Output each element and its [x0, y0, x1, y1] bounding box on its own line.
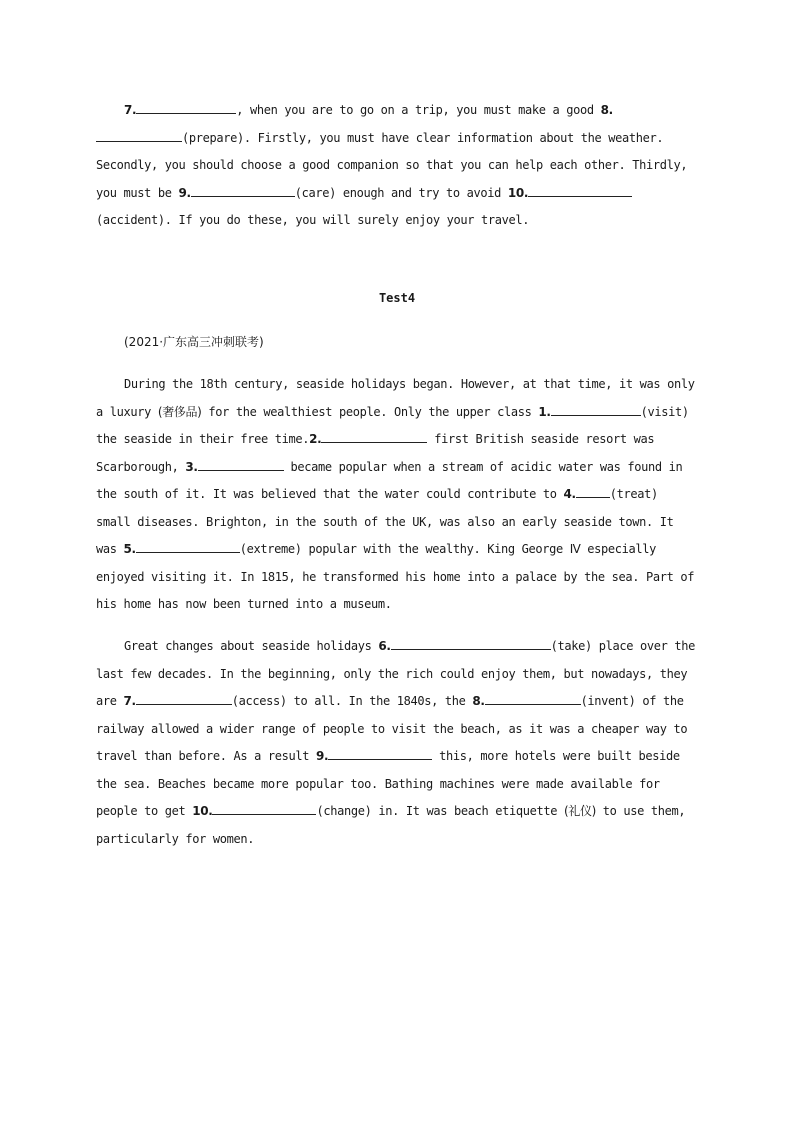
passage-part1: [96, 97, 698, 235]
blank-number-4: 4.: [563, 487, 576, 501]
blank-number-2: 2.: [309, 432, 322, 446]
text-segment: (accident). If you do these, you will surely enjoy your travel.: [96, 213, 530, 227]
blank-number-8: 8.: [600, 103, 613, 117]
answer-blank-5[interactable]: [136, 540, 240, 553]
blank-number-7: 7.: [124, 103, 137, 117]
answer-blank-3[interactable]: [198, 458, 284, 471]
text-segment: (change) in. It was beach etiquette: [316, 804, 564, 818]
gloss-luxury: (奢侈品): [157, 404, 202, 419]
blank-number-9: 9.: [178, 185, 191, 200]
text-segment: (care) enough and try to avoid: [294, 185, 508, 200]
answer-blank-8[interactable]: [96, 129, 182, 142]
answer-blank-7[interactable]: [136, 101, 236, 114]
answer-blank-9[interactable]: [191, 184, 295, 197]
text-segment: this, more hotels were built beside the sea. Beaches became more popular too. Bathing machines were made available for people to get: [96, 749, 680, 818]
answer-blank-1[interactable]: [551, 403, 641, 416]
text-segment: became popular when a stream of acidic water was found in the south of it. It was believed that the water could contribute to: [96, 459, 683, 501]
answer-blank-7b[interactable]: [136, 692, 232, 705]
answer-blank-10b[interactable]: [212, 802, 316, 815]
answer-blank-8b[interactable]: [485, 692, 581, 705]
text-segment: for the wealthiest people. Only the upper class: [201, 404, 539, 419]
source-note: (2021·广东高三冲刺联考): [124, 335, 264, 349]
answer-blank-4[interactable]: [576, 485, 610, 498]
answer-blank-9b[interactable]: [328, 747, 432, 760]
text-segment: (access) to all. In the 1840s, the: [231, 694, 473, 708]
text-segment: (visit) the seaside in their free time.: [96, 404, 689, 446]
text-segment: (prepare). Firstly, you must have clear information about the weather. Secondly, you should choose a good companion so that you can help each other. Thirdly, you must be: [96, 130, 688, 200]
blank-number-3: 3.: [185, 459, 198, 474]
blank-number-1: 1.: [538, 404, 551, 419]
text-segment: (treat) small diseases. Brighton, in the south of the UK, was also an early seaside town. It was: [96, 487, 674, 556]
blank-number-5: 5.: [123, 542, 136, 556]
text-segment: (take) place over the last few decades. In the beginning, only the rich could enjoy them, but nowadays, they are: [96, 639, 695, 708]
text-segment: Great changes about seaside holidays: [124, 639, 379, 653]
blank-number-7: 7.: [123, 694, 136, 708]
gloss-etiquette: (礼仪): [563, 804, 596, 818]
text-segment: (extreme) popular with the wealthy. King George Ⅳ especially enjoyed visiting it. In 1815, he transformed his home into a palace by the sea. Part of his home has now been turned into a museum.: [96, 542, 695, 611]
text-segment: first British seaside resort was Scarborough,: [96, 432, 655, 474]
blank-number-10: 10.: [507, 185, 529, 200]
blank-number-6: 6.: [378, 639, 391, 653]
blank-number-10: 10.: [192, 804, 213, 818]
text-segment: , when you are to go on a trip, you must make a good: [236, 103, 601, 117]
section-title: Test4: [378, 291, 416, 305]
passage-test4-p2: [96, 633, 698, 853]
answer-blank-6[interactable]: [391, 637, 551, 650]
text-segment: During the 18th century, seaside holidays began. However, at that time, it was only a luxury: [96, 377, 695, 419]
text-segment: (invent) of the railway allowed a wider range of people to visit the beach, as it was a cheaper way to travel than before. As a result: [96, 694, 688, 763]
blank-number-8: 8.: [472, 694, 485, 708]
text-segment: to use them, particularly for women.: [96, 804, 686, 846]
answer-blank-2[interactable]: [321, 430, 427, 443]
passage-test4-p1: [96, 371, 698, 619]
answer-blank-10[interactable]: [528, 184, 632, 197]
blank-number-9: 9.: [316, 749, 329, 763]
